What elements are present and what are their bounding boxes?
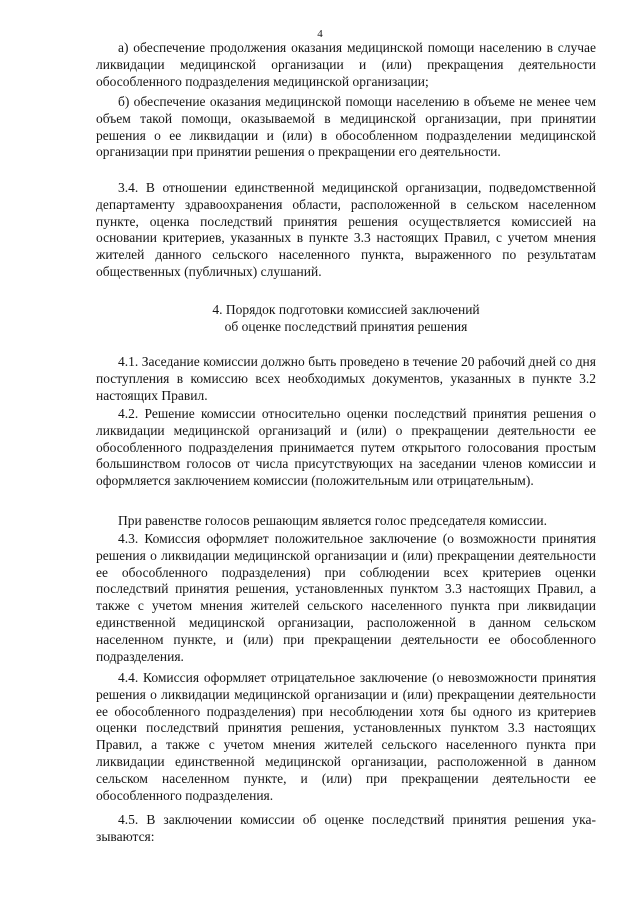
- section-heading-line-1: 4. Порядок подготовки комиссией заключений: [212, 302, 480, 317]
- paragraph-tie-vote: При равенстве голосов решающим является голос председателя комиссии.: [118, 513, 547, 528]
- paragraph-4-2: 4.2. Решение комиссии относительно оценки последствий принятия решения о ликвидации медицинской организаций и (или) о прекращении деятельности ее обособленного подразделения принимается путем открытого голосования простым большинством голосов от числа присутствующих на заседании членов комиссии и оформляется заключением комиссии (положительным или отрицательным).: [96, 406, 596, 489]
- paragraph-4-5: 4.5. В заключении комиссии об оценке последствий принятия решения указываются:: [96, 812, 596, 844]
- paragraph-3-4: 3.4. В отношении единственной медицинской организации, подведомственной департаменту здравоохранения области, расположенной в сельском населенном пункте, оценка последствий принятия решения осуществляется комиссией на основании критериев, указанных в пункте 3.3 настоящих Правил, с учетом мнения жителей данного сельского населенного пункта, выраженного по результатам общественных (публичных) слушаний.: [96, 180, 596, 279]
- paragraph-4-3: 4.3. Комиссия оформляет положительное заключение (о возможности принятия решения о ликвидации медицинской организации и (или) прекращении деятельности ее обособленного подразделения) при соблюдении всех критериев оценки последствий принятия решения, установленных пунктом 3.3 настоящих Правил, а также с учетом мнения жителей сельского населенного пункта при ликвидации единственной медицинской организации, расположенной в данном сельском населенном пункте, и (или) при прекращении деятельности ее обособленного подразделения.: [96, 531, 596, 664]
- paragraph-4-1: 4.1. Заседание комиссии должно быть проведено в течение 20 рабочий дней со дня поступления в комиссию всех необходимых документов, указанных в пункте 3.2 настоящих Правил.: [96, 354, 596, 403]
- page-number: 4: [317, 28, 323, 40]
- paragraph-a: а) обеспечение продолжения оказания медицинской помощи населению в случае ликвидации медицинской организации и (или) прекращения деятельности обособленного подразделения медицинской организации;: [96, 40, 596, 89]
- section-heading-line-2: об оценке последствий принятия решения: [224, 319, 468, 334]
- paragraph-4-4: 4.4. Комиссия оформляет отрицательное заключение (о невозможности принятия решения о ликвидации медицинской организации и (или) прекращении деятельности ее обособленного подразделения) при несоблюдении хотя бы одного из критериев оценки последствий принятия решения, установленных пунктом 3.3 настоящих Правил, а также с учетом мнения жителей сельского населенного пункта при ликвидации единственной медицинской организации, расположенной в данном сельском населенном пункте, и (или) при прекращении деятельности ее обособленного подразделения.: [96, 670, 596, 803]
- section-heading: [96, 301, 596, 335]
- paragraph-b: б) обеспечение оказания медицинской помощи населению в объеме не менее чем объем такой помощи, оказываемой в медицинской организации, при принятии решения о ее ликвидации и (или) в обособленном подразделении медицинской организации при принятии решения о прекращении его деятельности.: [96, 94, 596, 160]
